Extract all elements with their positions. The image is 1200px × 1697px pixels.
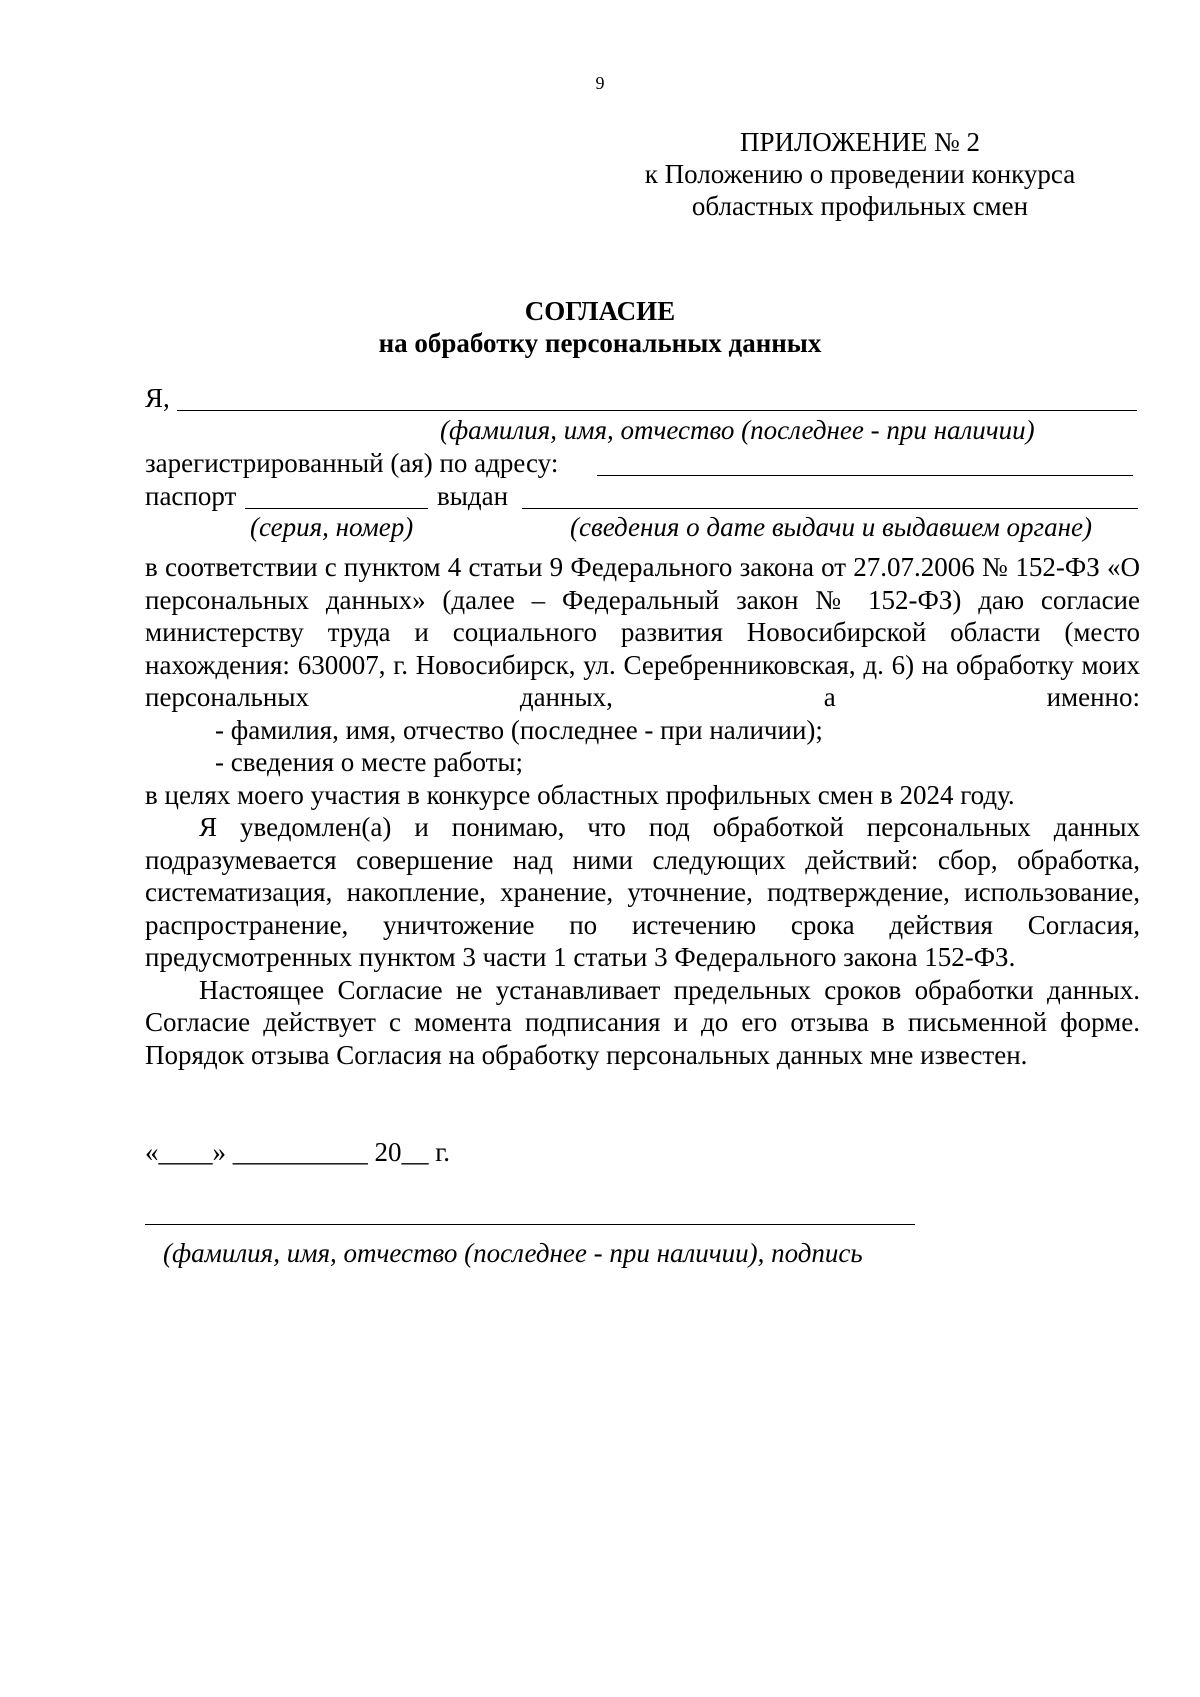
consent-paragraph-4: Настоящее Согласие не устанавливает предельных сроков обработки данных. Согласие действует с момента подписания и до его отзыва в письменной форме. Порядок отзыва Согласия на обработку персональных данных мне известен. [145, 974, 1140, 1070]
appendix-reference-line1: к Положению о проведении конкурса [644, 159, 1076, 189]
passport-label: паспорт [145, 481, 237, 511]
consent-paragraph-3: Я уведомлен(а) и понимаю, что под обработкой персональных данных подразумевается совершение над ними следующих действий: сбор, обработка, систематизация, накопление, хранение, уточнение, подтверждение, использование, распространение, уничтожение по истечению срока действия Согласия, предусмотренных пунктом 3 части 1 статьи 3 Федерального закона 152-ФЗ. [145, 812, 1140, 972]
issued-input-line[interactable] [522, 508, 1138, 509]
appendix-number: ПРИЛОЖЕНИЕ № 2 [739, 127, 981, 157]
address-input-line[interactable] [597, 475, 1133, 476]
data-item-2: - сведения о месте работы; [215, 747, 524, 777]
data-item-1: - фамилия, имя, отчество (последнее - при наличии); [215, 714, 823, 745]
issued-hint: (сведения о дате выдачи и выдавшем органе) [570, 512, 1092, 542]
fio-hint: (фамилия, имя, отчество (последнее - при наличии) [440, 415, 1035, 445]
page-number: 9 [595, 73, 605, 93]
appendix-reference-line2: областных профильных смен [691, 191, 1029, 221]
address-label: зарегистрированный (ая) по адресу: [145, 448, 559, 478]
appendix-header [600, 126, 1120, 222]
fio-input-line[interactable] [177, 410, 1137, 411]
personal-info-form [145, 382, 1140, 552]
signature-line[interactable] [145, 1224, 915, 1225]
document-title [0, 295, 1200, 359]
signature-hint: (фамилия, имя, отчество (последнее - при наличии), подпись [163, 1238, 863, 1268]
series-hint: (серия, номер) [250, 512, 414, 542]
ya-label: Я, [145, 383, 170, 413]
date-field[interactable]: «____» __________ 20__ г. [145, 1137, 451, 1167]
title-main: СОГЛАСИЕ [524, 296, 676, 326]
title-subtitle: на обработку персональных данных [378, 328, 822, 358]
passport-number-input-line[interactable] [245, 508, 428, 509]
issued-label: выдан [437, 481, 509, 511]
consent-paragraph-2: в целях моего участия в конкурсе областных профильных смен в 2024 году. [145, 779, 1015, 810]
consent-paragraph-1: в соответствии с пунктом 4 статьи 9 Федерального закона от 27.07.2006 № 152-ФЗ «О персональных данных» (далее – Федеральный закон № 152-ФЗ) даю согласие министерству труда и социального развития Новосибирской области (место нахождения: 630007, г. Новосибирск, ул. Серебренниковская, д. 6) на обработку моих персональных данных, а именно: [145, 552, 1140, 712]
consent-body [145, 551, 1140, 1071]
